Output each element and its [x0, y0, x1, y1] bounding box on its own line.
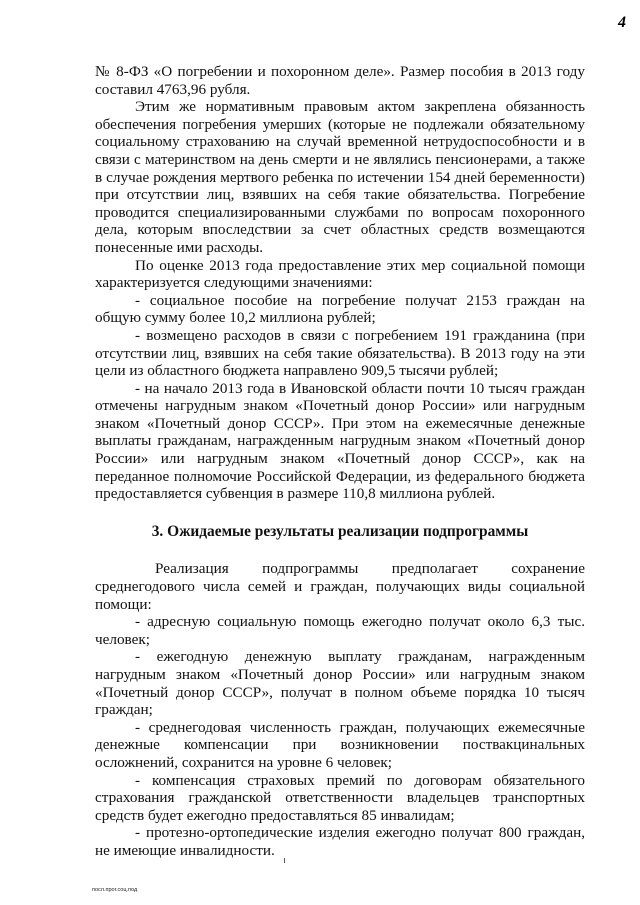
paragraph-estimate-intro: По оценке 2013 года предоставление этих мер социальной помощи характеризуется следующими значениями:: [95, 256, 585, 292]
paragraph-burial-obligation: Этим же нормативным правовым актом закреплена обязанность обеспечения погребения умерших (которые не подлежали обязательному социальному страхованию на случай временной нетрудоспособности и в связи с материнством на день смерти и не являлись пенсионерами, а также в случае рождения мертвого ребенка по истечении 154 дней беременности) при отсутствии лиц, взявших на себя такие обязательства. Погребение проводится специализированными службами по вопросам похоронного дела, которым впоследствии за счет областных средств возмещаются понесенные ими расходы.: [95, 98, 585, 256]
list-item-burial-allowance: - социальное пособие на погребение получат 2153 граждан на общую сумму более 10,2 миллиона рублей;: [95, 291, 585, 327]
list-item-donor-payments: - ежегодную денежную выплату гражданам, награжденным нагрудным знаком «Почетный донор России» или нагрудным знаком «Почетный донор СССР», получат в полном объеме порядка 10 тысяч граждан;: [95, 648, 585, 719]
list-item-targeted-assistance: - адресную социальную помощь ежегодно получат около 6,3 тыс. человек;: [95, 613, 585, 648]
list-item-expense-reimbursement: - возмещено расходов в связи с погребением 191 гражданина (при отсутствии лиц, взявших на себя такие обязательства). В 2013 году на эти цели из областного бюджета направлено 909,5 тысячи рублей;: [95, 326, 585, 380]
paragraph-results-intro: Реализация подпрограммы предполагает сохранение среднегодового числа семей и граждан, получающих виды социальной помощи:: [95, 560, 585, 613]
paragraph-law-reference: № 8-ФЗ «О погребении и похоронном деле». Размер пособия в 2013 году составил 4763,96 рубля.: [95, 63, 585, 98]
document-body: [95, 63, 585, 860]
section-heading: 3. Ожидаемые результаты реализации подпрограммы: [151, 522, 529, 540]
scan-artifact: [284, 858, 285, 863]
page-number: 4: [618, 14, 626, 31]
list-item-insurance-compensation: - компенсация страховых премий по договорам обязательного страхования гражданской ответственности владельцев транспортных средств будет ежегодно предоставляться 85 инвалидам;: [95, 771, 585, 824]
list-item-prosthetics: - протезно-ортопедические изделия ежегодно получат 800 граждан, не имеющие инвалидности.: [95, 824, 585, 859]
footer-file-code: посл.прог.соц.под: [92, 887, 138, 893]
list-item-honorary-donors: - на начало 2013 года в Ивановской области почти 10 тысяч граждан отмечены нагрудным знаком «Почетный донор России» или нагрудным знаком «Почетный донор СССР». При этом на ежемесячные денежные выплаты гражданам, награжденным нагрудным знаком «Почетный донор России» или нагрудным знаком «Почетный донор СССР», как на переданное полномочие Российской Федерации, из федерального бюджета предоставляется субвенция в размере 110,8 миллиона рублей.: [95, 379, 585, 503]
list-item-vaccination-compensation: - среднегодовая численность граждан, получающих ежемесячные денежные компенсации при возникновении поствакцинальных осложнений, сохранится на уровне 6 человек;: [95, 718, 585, 771]
